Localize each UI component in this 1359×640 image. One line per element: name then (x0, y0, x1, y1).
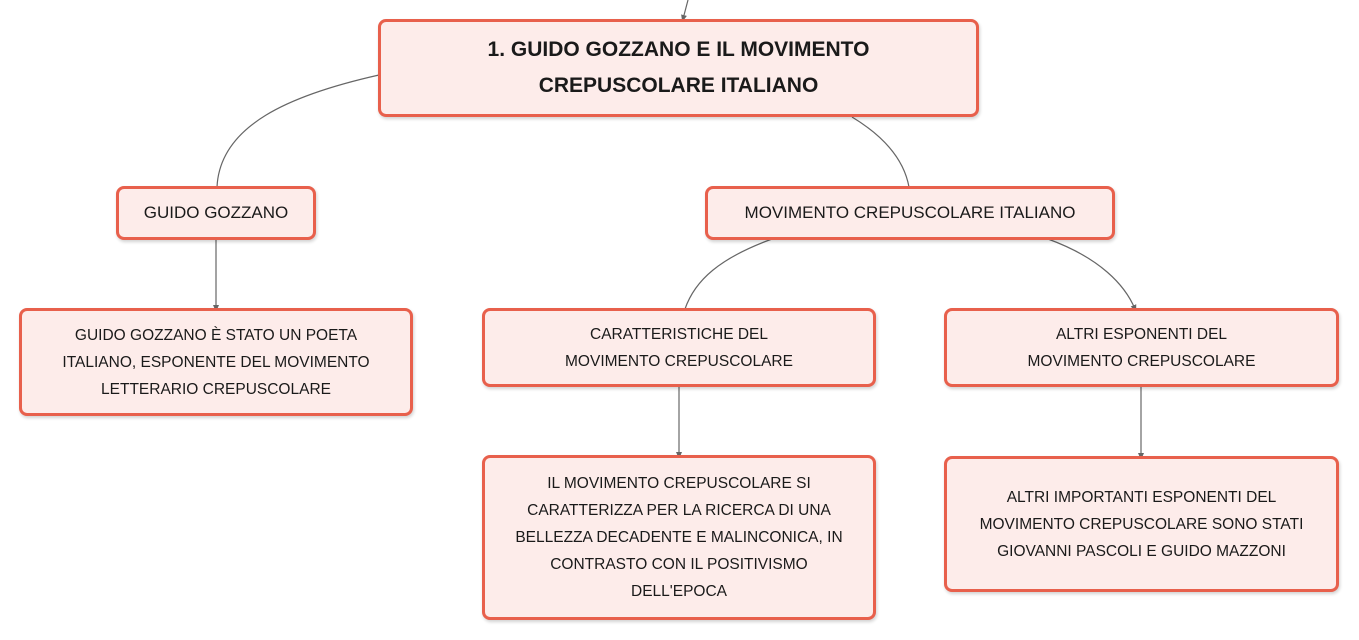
connector-root-incoming (683, 0, 688, 19)
connector-root-to-guido-gozzano (217, 75, 379, 187)
node-gozzano-definition[interactable] (19, 308, 413, 416)
node-caratteristiche[interactable] (482, 308, 876, 387)
connector-root-to-movimento (852, 117, 909, 187)
node-caratteristiche-description[interactable] (482, 455, 876, 620)
root-node-label: 1. GUIDO GOZZANO E IL MOVIMENTO CREPUSCOLARE ITALIANO (487, 38, 870, 97)
node-movimento-crepuscolare-label: MOVIMENTO CREPUSCOLARE ITALIANO (744, 203, 1076, 222)
node-caratteristiche-description-label: IL MOVIMENTO CREPUSCOLARE SI CARATTERIZZA PER LA RICERCA DI UNA BELLEZZA DECADENTE E MALINCONICA, IN CONTRASTO CON IL POSITIVISMO DELL'EPOCA (515, 475, 843, 600)
node-altri-esponenti-description[interactable] (944, 456, 1339, 592)
connector-movimento-to-caratteristiche (685, 239, 772, 309)
node-guido-gozzano[interactable] (116, 186, 316, 240)
node-gozzano-definition-label: GUIDO GOZZANO È STATO UN POETA ITALIANO, ESPONENTE DEL MOVIMENTO LETTERARIO CREPUSCOLARE (62, 326, 370, 398)
node-movimento-crepuscolare[interactable] (705, 186, 1115, 240)
node-altri-esponenti-label: ALTRI ESPONENTI DEL MOVIMENTO CREPUSCOLARE (1027, 325, 1256, 370)
node-guido-gozzano-label: GUIDO GOZZANO (143, 203, 289, 222)
connector-movimento-to-altri-esponenti (1048, 239, 1135, 309)
root-node[interactable] (378, 19, 979, 117)
node-caratteristiche-label: CARATTERISTICHE DEL MOVIMENTO CREPUSCOLARE (565, 325, 793, 370)
node-altri-esponenti[interactable] (944, 308, 1339, 387)
node-altri-esponenti-description-label: ALTRI IMPORTANTI ESPONENTI DEL MOVIMENTO CREPUSCOLARE SONO STATI GIOVANNI PASCOLI E GUIDO MAZZONI (979, 488, 1304, 560)
